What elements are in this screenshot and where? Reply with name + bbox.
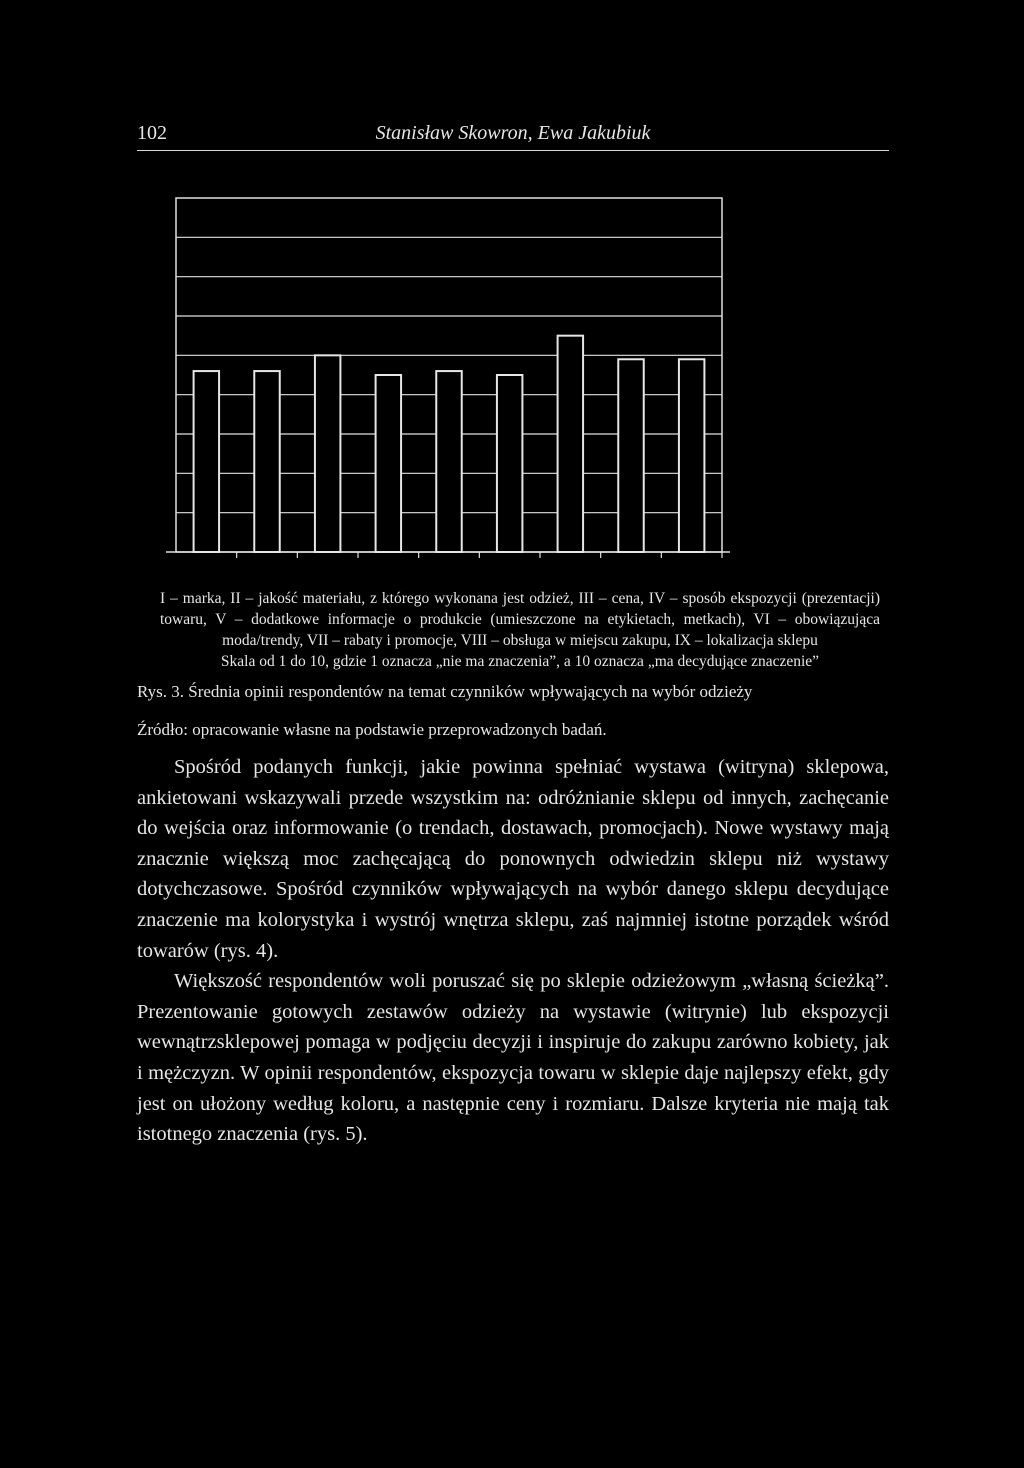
bar-I [194, 371, 219, 552]
legend-scale: Skala od 1 do 10, gdzie 1 oznacza „nie ma znaczenia”, a 10 oznacza „ma decydujące znaczenie” [220, 653, 820, 670]
bar-V [436, 371, 461, 552]
bar-VII [558, 336, 583, 552]
body-text [137, 752, 889, 1150]
chart-legend [160, 588, 880, 672]
figure-source: Źródło: opracowanie własne na podstawie przeprowadzonych badań. [137, 720, 607, 739]
bar-IV [376, 375, 401, 552]
bar-II [254, 371, 279, 552]
legend-categories: I – marka, II – jakość materiału, z którego wykonana jest odzież, III – cena, IV – sposób ekspozycji (prezentacji) towaru, V – dodatkowe informacje o produkcie (umieszczone na etykietach, metkach), VI – obowiązująca moda/trendy, VII – rabaty i promocje, VIII – obsługa w miejscu zakupu, IX – lokalizacja sklepu [160, 590, 880, 649]
figure-caption: Rys. 3. Średnia opinii respondentów na temat czynników wpływających na wybór odzieży [137, 682, 753, 701]
bar-III [315, 355, 340, 552]
page-number: 102 [137, 122, 167, 144]
paragraph: Większość respondentów woli poruszać się po sklepie odzieżowym „własną ścieżką”. Prezentowanie gotowych zestawów odzieży na wystawie (witrynie) lub ekspozycji wewnątrzsklepowej pomaga w podjęciu decyzji i inspiruje do zakupu zarówno kobiety, jak i mężczyzn. W opinii respondentów, ekspozycja towaru w sklepie daje najlepszy efekt, gdy jest on ułożony według koloru, a następnie ceny i rozmiaru. Dalsze kryteria nie mają tak istotnego znaczenia (rys. 5). [137, 970, 889, 1146]
bar-VIII [618, 359, 643, 552]
bar-VI [497, 375, 522, 552]
paragraph: Spośród podanych funkcji, jakie powinna spełniać wystawa (witryna) sklepowa, ankietowani wskazywali przede wszystkim na: odróżnianie sklepu od innych, zachęcanie do wejścia oraz informowanie (o trendach, dostawach, promocjach). Nowe wystawy mają znacznie większą moc zachęcającą do ponownych odwiedzin sklepu niż wystawy dotychczasowe. Spośród czynników wpływających na wybór danego sklepu decydujące znaczenie ma kolorystyka i wystrój wnętrza sklepu, zaś najmniej istotne porządek wśród towarów (rys. 4). [137, 756, 889, 962]
bar-IX [679, 359, 704, 552]
running-header-authors: Stanisław Skowron, Ewa Jakubiuk [375, 122, 651, 144]
bar-chart [0, 0, 1024, 580]
